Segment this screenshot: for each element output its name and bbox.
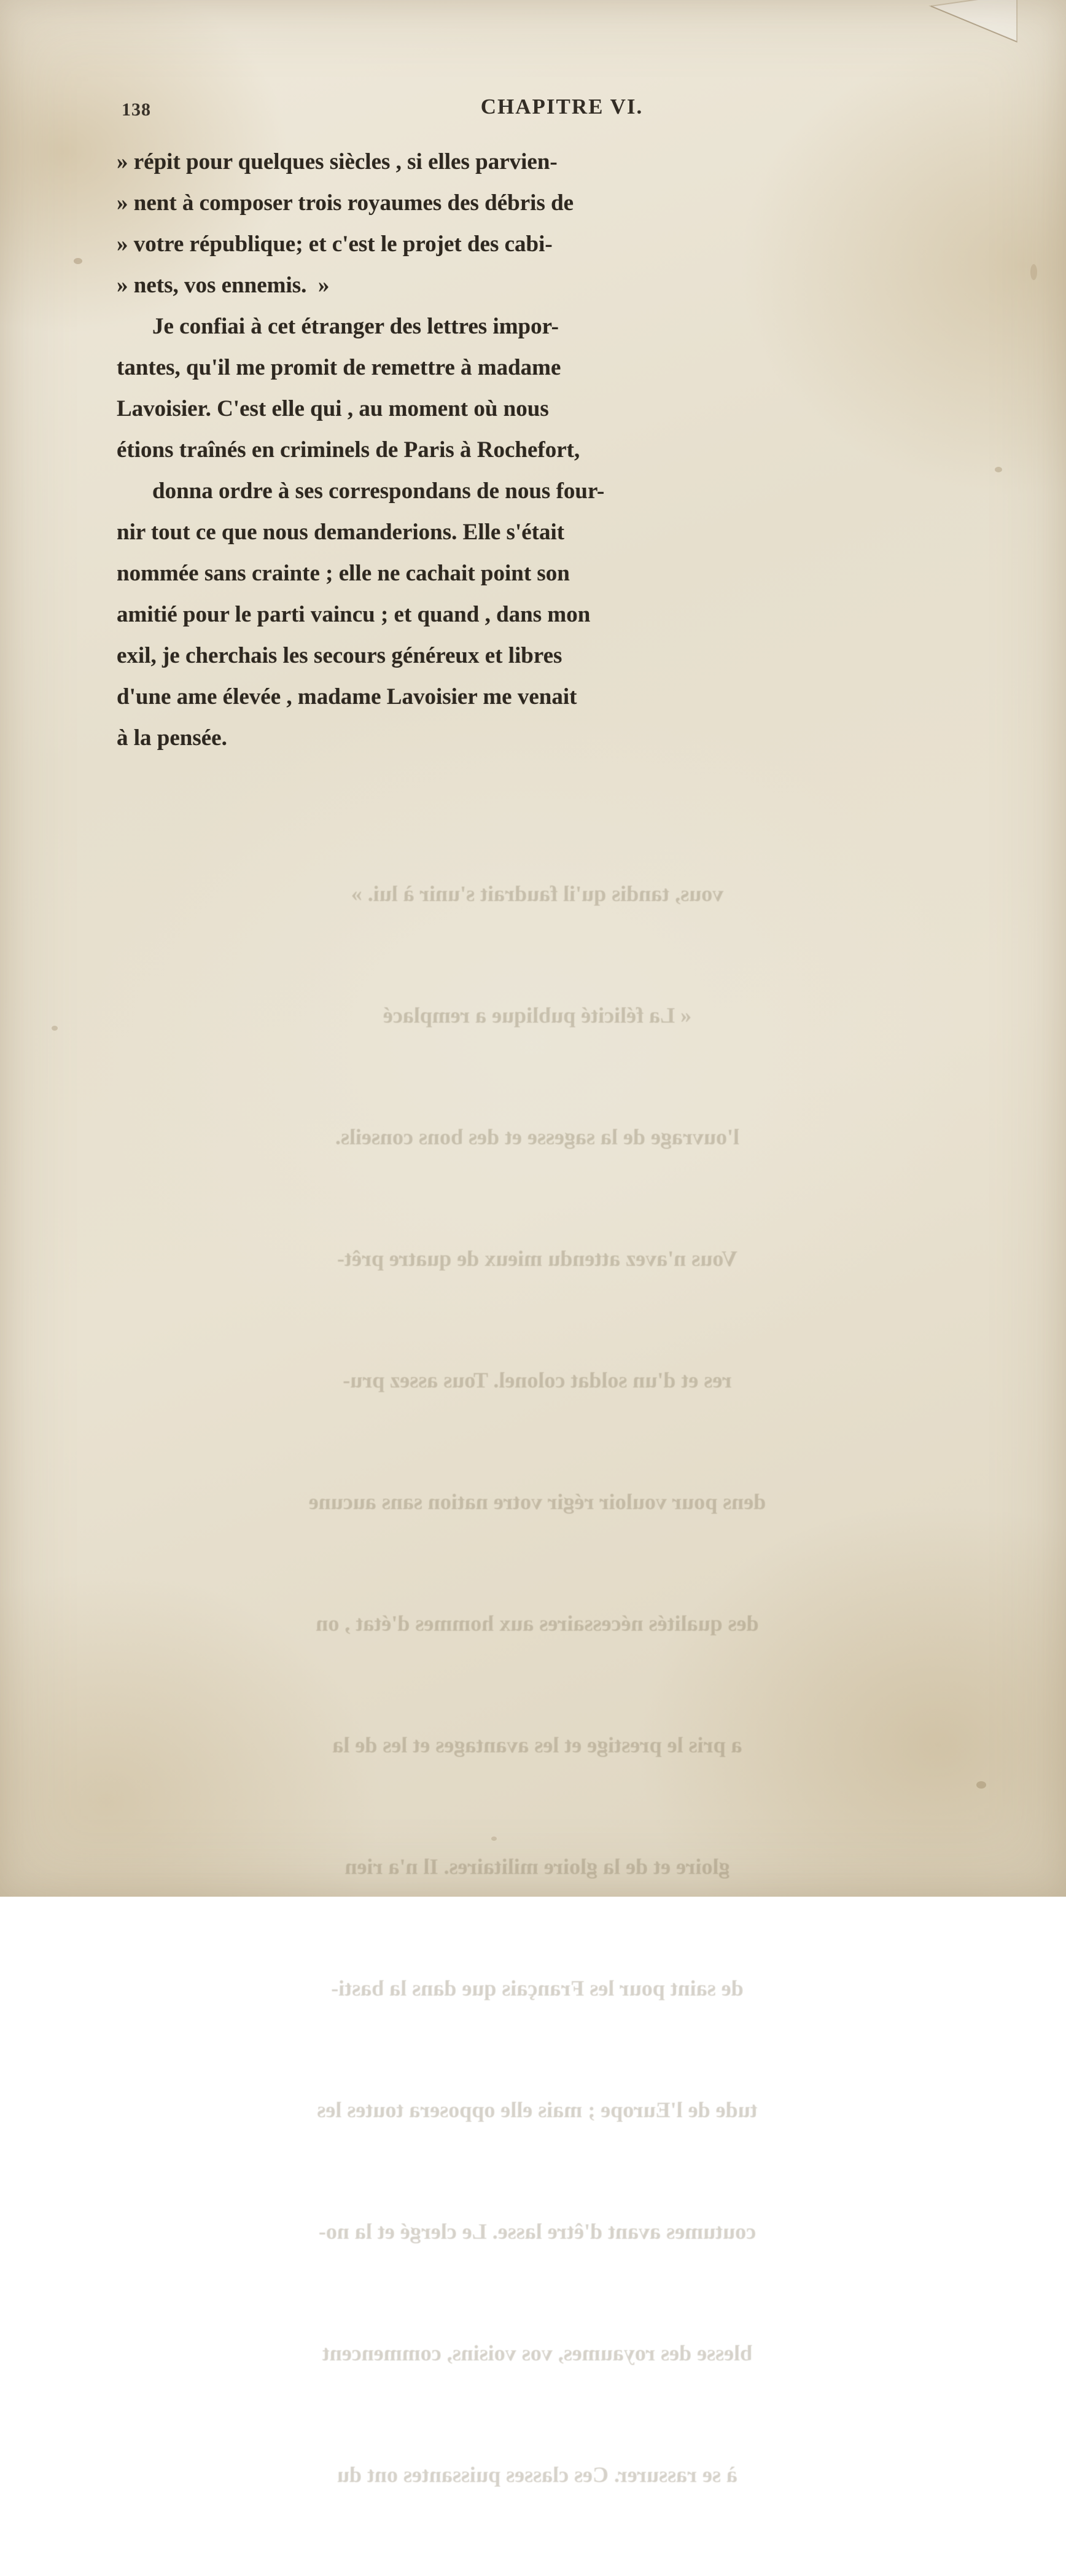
page-number: 138 — [122, 100, 151, 120]
paper-speck — [995, 467, 1002, 472]
text-line: » nets, vos ennemis. » — [117, 273, 330, 298]
text-line: Lavoisier. C'est elle qui , au moment où nous — [117, 396, 549, 421]
show-through-line: Vous n'avez attendu mieux de quatre prêt- — [337, 1246, 738, 1271]
paper-speck — [74, 258, 82, 264]
text-line: d'une ame élevée , madame Lavoisier me venait — [117, 684, 577, 709]
show-through-line: de saint pour les Français que dans la basti- — [331, 1976, 744, 2000]
paper-speck — [491, 1836, 497, 1841]
paper-speck — [52, 1026, 58, 1031]
paper-speck — [1030, 264, 1037, 280]
show-through-line: res et d'un soldat colonel. Tous assez pru- — [343, 1368, 732, 1392]
show-through-line: gloire et de la gloire militaires. Il n'a rien — [344, 1854, 730, 1879]
text-line: nommée sans crainte ; elle ne cachait point son — [117, 561, 570, 586]
show-through-line: dens pour vouloir régir votre nation sans aucune — [308, 1489, 766, 1514]
body-text — [117, 141, 970, 759]
show-through-line: à se rassurer. Ces classes puissantes ont du — [337, 2462, 738, 2487]
page-text-block — [117, 92, 970, 759]
text-line: Je confiai à cet étranger des lettres impor- — [152, 314, 559, 339]
show-through-line: « La félicité publique a remplacé — [383, 1003, 692, 1028]
show-through-text — [107, 792, 967, 2576]
text-line: » nent à composer trois royaumes des débris de — [117, 190, 574, 216]
show-through-line: coutumes avant d'être lasse. Le clergé et la no- — [318, 2219, 757, 2244]
text-line: » répit pour quelques siècles , si elles parvien- — [117, 149, 558, 174]
text-line: à la pensée. — [117, 725, 227, 751]
text-line: donna ordre à ses correspondans de nous four- — [152, 478, 605, 504]
text-line: exil, je cherchais les secours généreux et libres — [117, 643, 562, 668]
page-corner-fold-icon — [833, 0, 1029, 68]
show-through-line: des qualités nécessaires aux hommes d'état , on — [316, 1611, 759, 1636]
text-line: tantes, qu'il me promit de remettre à madame — [117, 355, 561, 380]
paper-speck — [976, 1781, 986, 1789]
show-through-line: blesse des royaumes, vos voisins, commencent — [322, 2341, 753, 2365]
show-through-line: l'ouvrage de la sagesse et des bons conseils. — [335, 1125, 740, 1149]
show-through-line: vous, tandis qu'il faudrait s'unir à lui. » — [351, 881, 724, 906]
running-head — [117, 92, 970, 135]
text-line: amitié pour le parti vaincu ; et quand , dans mon — [117, 602, 591, 627]
chapter-heading: CHAPITRE VI. — [480, 95, 644, 119]
text-line: étions traînés en criminels de Paris à Rochefort, — [117, 437, 580, 463]
text-line: » votre république; et c'est le projet des cabi- — [117, 232, 553, 257]
show-through-line: a pris le prestige et les avantages et les de la — [332, 1733, 742, 1757]
show-through-line: tude de l'Europe ; mais elle opposera toutes les — [317, 2098, 758, 2122]
text-line: nir tout ce que nous demanderions. Elle s'était — [117, 520, 565, 545]
